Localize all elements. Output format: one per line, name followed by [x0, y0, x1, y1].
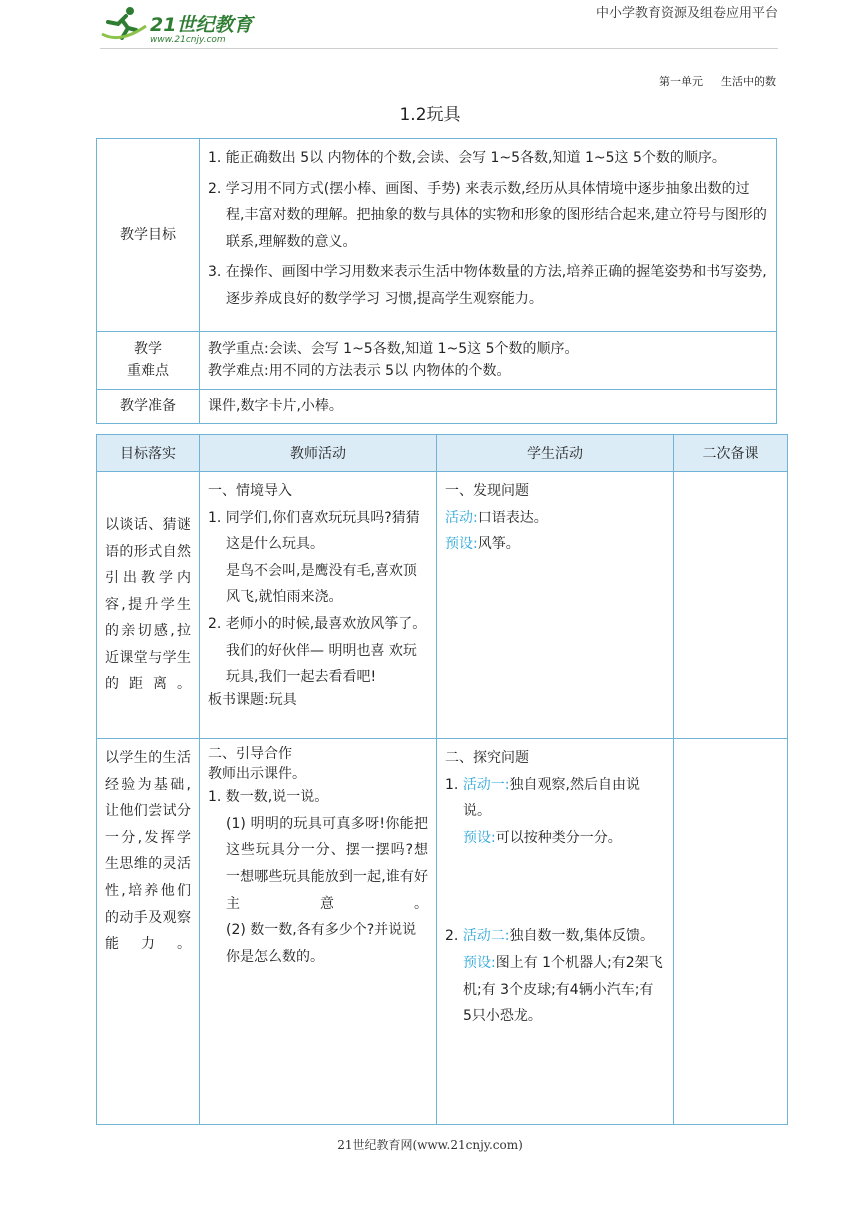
- keypoints-label: [97, 332, 200, 390]
- activity-2-preset-label: 预设:: [463, 954, 496, 971]
- header-teacher: 教师活动: [200, 435, 437, 472]
- activity-table: [96, 434, 788, 1125]
- activity-label: 活动:: [445, 509, 478, 526]
- unit-label: [659, 73, 776, 89]
- header-divider: [100, 48, 778, 49]
- activity-1-preset-text: 可以按种类分一分。: [495, 829, 622, 846]
- platform-name: 中小学教育资源及组卷应用平台: [595, 6, 778, 21]
- activity-1-label: 活动一:: [462, 776, 510, 793]
- header-revision: 二次备课: [674, 435, 788, 472]
- runner-logo-icon: [100, 4, 150, 44]
- row2-activity-2-preset: [445, 950, 665, 1030]
- activity-header-row: [97, 435, 788, 472]
- header-goal: 目标落实: [97, 435, 200, 472]
- row2-teacher-line1: 教师出示课件。: [208, 765, 306, 782]
- row2-teacher-sub2: (2) 数一数,各有多少个?并说说你是怎么数的。: [226, 922, 417, 965]
- goals-row: [97, 139, 777, 332]
- keypoints-row: [97, 332, 777, 390]
- row1-teacher-item2: 2. 老师小的时候,最喜欢放风筝了。我们的好伙伴— 明明也喜 欢玩玩具,我们一起去看看吧!: [208, 615, 427, 686]
- goals-label: 教学目标: [97, 139, 200, 332]
- row1-student-preset: [445, 531, 665, 558]
- logo-url: www.21cnjy.com: [150, 35, 226, 45]
- goal-item-2: 2. 学习用不同方式(摆小棒、画图、手势) 来表示数,经历从具体情境中逐步抽象出数的过程,丰富对数的理解。把抽象的数与具体的实物和形象的图形结合起来,建立符号与图形的联系,理解数的意义。: [208, 180, 767, 250]
- row2-teacher-sub1: (1) 明明的玩具可真多呀!你能把这些玩具分一分、摆一摆吗?想一想哪些玩具能放到一起,谁有好主意。: [226, 815, 428, 912]
- overview-table: [96, 138, 777, 424]
- row1-teacher-heading: 一、情境导入: [208, 483, 292, 499]
- row1-revision: [674, 472, 788, 739]
- row2-teacher-item1: 1. 数一数,说一说。: [208, 789, 329, 806]
- unit-topic: 生活中的数: [721, 75, 776, 88]
- activity-2-label: 活动二:: [462, 928, 510, 945]
- activity-row-2: [97, 739, 788, 1125]
- row1-teacher-item1: 1. 同学们,你们喜欢玩玩具吗?猜猜这是什么玩具。: [208, 509, 420, 553]
- row2-teacher-heading: 二、引导合作: [208, 746, 292, 762]
- header-student: 学生活动: [437, 435, 674, 472]
- row1-student-activity: [445, 505, 665, 532]
- prep-content: 课件,数字卡片,小棒。: [200, 389, 777, 423]
- activity-text: 口语表达。: [477, 509, 548, 526]
- activity-1-preset-label: 预设:: [463, 829, 496, 846]
- prep-row: [97, 389, 777, 423]
- row2-activity-1-preset: [445, 825, 665, 852]
- activity-2-preset-text: 图上有 1个机器人;有2架飞机;有 3个皮球;有4辆小汽车;有 5只小恐龙。: [463, 954, 663, 1025]
- row2-revision: [674, 739, 788, 1125]
- spacer: [445, 851, 665, 923]
- row2-teacher: [200, 739, 437, 1125]
- preset-text: 风筝。: [477, 536, 520, 553]
- logo-text: 21世纪教育: [150, 14, 253, 36]
- row2-activity-2: [445, 923, 665, 950]
- prep-label: 教学准备: [97, 389, 200, 423]
- row1-board-title: 板书课题:玩具: [208, 691, 297, 708]
- activity-1-number: 1.: [445, 776, 459, 793]
- row1-riddle: 是鸟不会叫,是鹰没有毛,喜欢顶风飞,就怕雨来浇。: [226, 562, 417, 606]
- row2-activity-1: [445, 772, 665, 825]
- activity-2-text: 独自数一数,集体反馈。: [509, 928, 654, 945]
- row1-goal: [97, 472, 200, 739]
- activity-row-1: [97, 472, 788, 739]
- row2-student: [437, 739, 674, 1125]
- row1-student-heading: 一、发现问题: [445, 483, 529, 499]
- difficult-point: 教学难点:用不同的方法表示 5以 内物体的个数。: [208, 363, 511, 380]
- row1-teacher: [200, 472, 437, 739]
- activity-1-text: 独自观察,然后自由说说。: [463, 776, 640, 820]
- page-footer: 21世纪教育网(www.21cnjy.com): [337, 1138, 523, 1152]
- activity-2-number: 2.: [445, 928, 459, 945]
- goal-item-1: 1. 能正确数出 5以 内物体的个数,会读、会写 1~5各数,知道 1~5这 5个数的顺序。: [208, 150, 726, 166]
- goal-item-3: 3. 在操作、画图中学习用数来表示生活中物体数量的方法,培养正确的握笔姿势和书写姿势,逐步养成良好的数学学习 习惯,提高学生观察能力。: [208, 264, 767, 307]
- goals-content: [200, 139, 777, 332]
- row1-goal-text: 以谈话、猜谜语的形式自然引出教学内容,提升学生的亲切感,拉近课堂与学生的距离。: [105, 516, 191, 693]
- row2-goal: [97, 739, 200, 1125]
- keypoints-label-line2: 重难点: [127, 363, 169, 380]
- row2-goal-text: 以学生的生活经验为基础,让他们尝试分一分,发挥学生思维的灵活性,培养他们的动手及观察能力。: [105, 750, 191, 953]
- page-title: 1.2玩具: [399, 105, 461, 125]
- keypoints-content: [200, 332, 777, 390]
- unit-number: 第一单元: [659, 75, 703, 88]
- preset-label: 预设:: [445, 536, 478, 553]
- row1-student: [437, 472, 674, 739]
- row2-student-heading: 二、探究问题: [445, 750, 529, 766]
- keypoints-label-line1: 教学: [134, 341, 162, 357]
- key-point: 教学重点:会读、会写 1~5各数,知道 1~5这 5个数的顺序。: [208, 341, 579, 357]
